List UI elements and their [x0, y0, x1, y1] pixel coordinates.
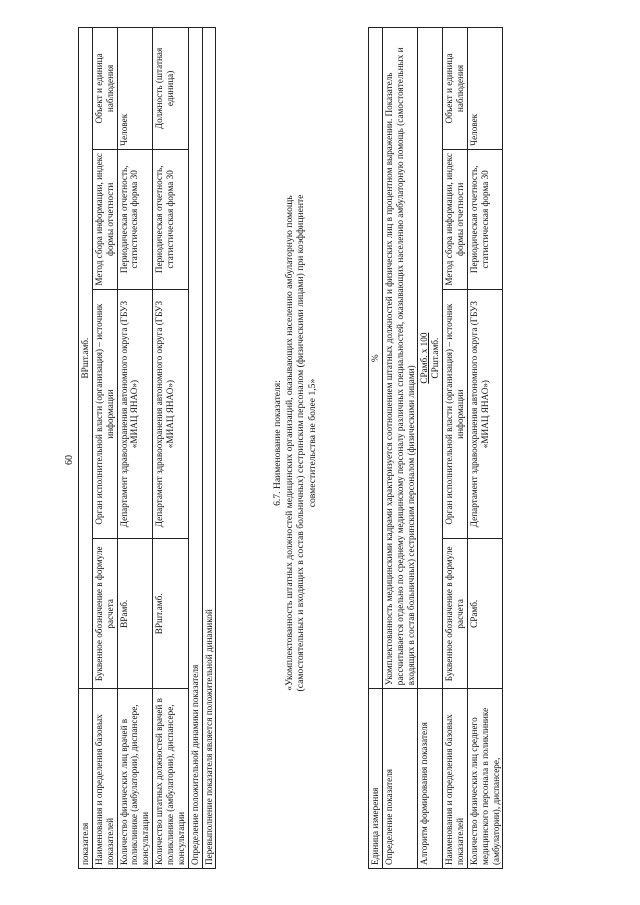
- table-cell: Периодическая отчетность, статистическая форма 30: [117, 149, 153, 289]
- table-cell: показателя: [79, 689, 93, 869]
- indicator-passport-table: [368, 27, 503, 869]
- table-cell: Количество физических лиц среднего медицинского персонала в поликлинике (амбулатории), диспансере,: [467, 689, 503, 869]
- algorithm-label-cell: Алгоритм формирования показателя: [418, 689, 443, 869]
- table-row: [79, 28, 93, 869]
- indicator-name-line: совместительства не более 1,5»: [307, 378, 319, 508]
- table-header-row: [443, 28, 468, 869]
- column-header: Метод сбора информации, индекс формы отчетности: [443, 149, 468, 289]
- unit-value-cell: %: [369, 28, 383, 689]
- unit-label-cell: Единица измерения: [369, 689, 383, 869]
- column-header: Объект и единица наблюдения: [92, 28, 117, 150]
- column-header: Орган исполнительной власти (организация) – источник информации: [443, 289, 468, 539]
- page-number: 60: [64, 455, 75, 465]
- table-cell: Должность (штатная единица): [153, 28, 189, 150]
- column-header: Буквенное обозначение в формуле расчета: [92, 539, 117, 689]
- table-cell: СРамб.: [467, 539, 503, 689]
- base-indicators-table-1: [78, 27, 216, 869]
- table-row: [188, 28, 202, 869]
- formula-denominator: СРшт.амб.: [430, 337, 441, 379]
- table-cell: ВРамб.: [117, 539, 153, 689]
- table-cell: Департамент здравоохранения автономного округа (ГБУЗ «МИАЦ ЯНАО»): [117, 289, 153, 539]
- column-header: Буквенное обозначение в формуле расчета: [443, 539, 468, 689]
- section-heading: [272, 141, 319, 745]
- table-row: [418, 28, 443, 869]
- column-header: Орган исполнительной власти (организация) – источник информации: [92, 289, 117, 539]
- table-row: [117, 28, 153, 869]
- column-header: Наименования и определения базовых показателей: [443, 689, 468, 869]
- table-row: [202, 28, 216, 869]
- table-cell: Количество физических лиц врачей в поликлинике (амбулатории), диспансере, консультации: [117, 689, 153, 869]
- definition-value-cell: Укомплектованность медицинскими кадрами характеризуется соотношением штатных должностей и физических лиц в процентном выражении. Показатель рассчитывается отдельно по среднему медицинскому персоналу различных специальностей, оказывающих населению амбулаторную помощь (самостоятельных и входящих в состав больничных) сестринским персоналом (физическими лицами): [382, 28, 418, 689]
- dynamics-value-cell: Перевыполнение показателя является положительной динамикой: [202, 28, 216, 869]
- formula-denominator-cell: ВРшт.амб.: [79, 28, 93, 689]
- table-row: [369, 28, 383, 869]
- column-header: Метод сбора информации, индекс формы отчетности: [92, 149, 117, 289]
- formula-numerator: СРамб. х 100: [419, 332, 430, 384]
- column-header: Наименования и определения базовых показателей: [92, 689, 117, 869]
- table-cell: Человек: [467, 28, 503, 150]
- table-row: [153, 28, 189, 869]
- definition-label-cell: Определение показателя: [382, 689, 418, 869]
- table-cell: Департамент здравоохранения автономного округа (ГБУЗ «МИАЦ ЯНАО»): [153, 289, 189, 539]
- indicator-name-line: (самостоятельных и входящих в состав больничных) сестринским персоналом (физическими лицами) при коэффициенте: [295, 194, 307, 692]
- table-row: [467, 28, 503, 869]
- table-cell: ВРшт.амб.: [153, 539, 189, 689]
- table-cell: Количество штатных должностей врачей в поликлинике (амбулатории), диспансере, консультации: [153, 689, 189, 869]
- table-row: [382, 28, 418, 869]
- indicator-name-line: «Укомплектованность штатных должностей медицинских организаций, оказывающих населению амбулаторную помощь: [283, 195, 295, 691]
- section-title: 6.7. Наименование показателя:: [272, 380, 283, 506]
- table-cell: Департамент здравоохранения автономного округа (ГБУЗ «МИАЦ ЯНАО»): [467, 289, 503, 539]
- table-cell: Периодическая отчетность, статистическая форма 30: [467, 149, 503, 289]
- table-header-row: [92, 28, 117, 869]
- column-header: Объект и единица наблюдения: [443, 28, 468, 150]
- formula-cell: [418, 28, 443, 689]
- dynamics-label-cell: Определение положительной динамики показателя: [188, 28, 202, 869]
- table-cell: Периодическая отчетность, статистическая форма 30: [153, 149, 189, 289]
- table-cell: Человек: [117, 28, 153, 150]
